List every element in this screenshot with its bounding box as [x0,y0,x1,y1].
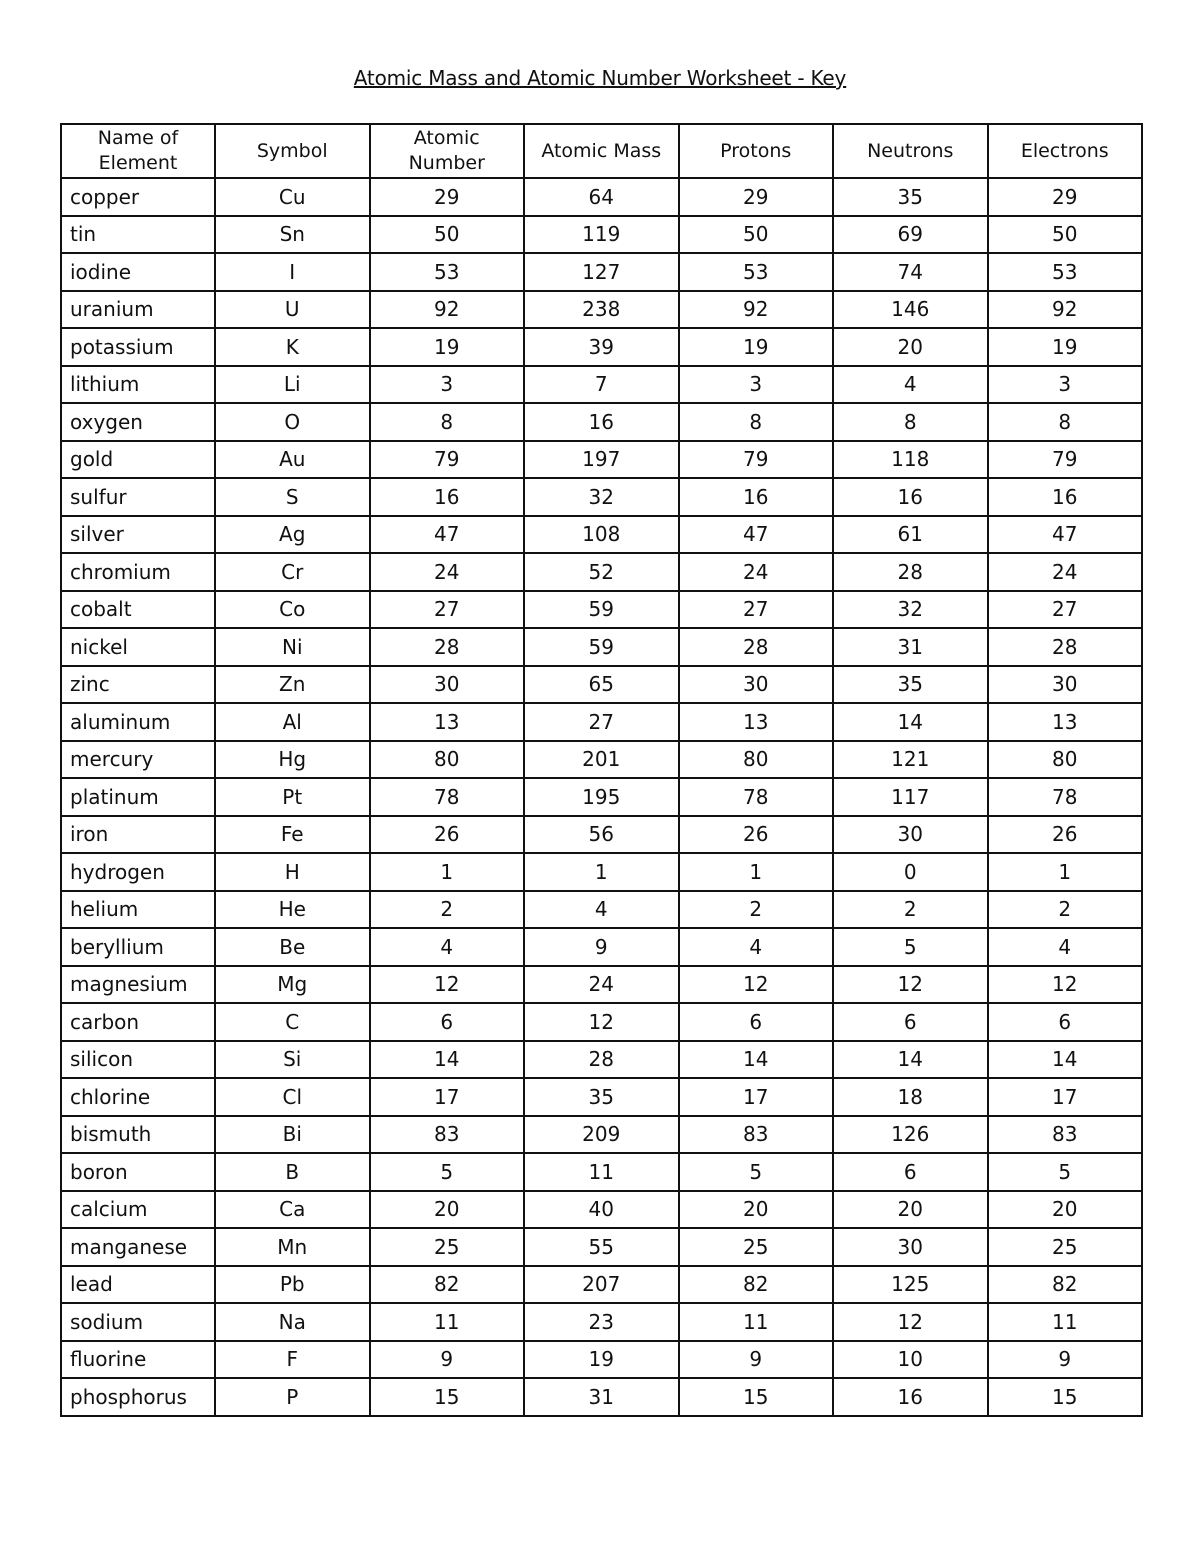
neutrons-cell: 69 [833,216,988,254]
symbol-cell: Sn [215,216,370,254]
table-row [61,178,1142,216]
atomic-mass-cell: 39 [524,328,679,366]
atomic-number-cell: 83 [370,1116,525,1154]
element-name-cell: lithium [61,366,215,404]
atomic-mass-cell: 9 [524,928,679,966]
atomic-mass-cell: 52 [524,553,679,591]
table-row [61,1341,1142,1379]
electrons-cell: 53 [988,253,1143,291]
symbol-cell: Ca [215,1191,370,1229]
protons-cell: 6 [679,1003,834,1041]
neutrons-cell: 146 [833,291,988,329]
element-table [60,123,1143,1417]
protons-cell: 1 [679,853,834,891]
neutrons-cell: 35 [833,666,988,704]
atomic-mass-cell: 207 [524,1266,679,1304]
element-name-cell: magnesium [61,966,215,1004]
protons-cell: 11 [679,1303,834,1341]
atomic-mass-cell: 197 [524,441,679,479]
table-row [61,703,1142,741]
neutrons-cell: 30 [833,816,988,854]
neutrons-cell: 12 [833,1303,988,1341]
table-row [61,1078,1142,1116]
atomic-mass-cell: 31 [524,1378,679,1416]
symbol-cell: I [215,253,370,291]
neutrons-cell: 10 [833,1341,988,1379]
atomic-mass-cell: 56 [524,816,679,854]
protons-cell: 53 [679,253,834,291]
element-name-cell: chromium [61,553,215,591]
protons-cell: 8 [679,403,834,441]
atomic-number-cell: 30 [370,666,525,704]
element-name-cell: helium [61,891,215,929]
element-name-cell: phosphorus [61,1378,215,1416]
atomic-number-cell: 78 [370,778,525,816]
atomic-number-cell: 47 [370,516,525,554]
protons-cell: 5 [679,1153,834,1191]
neutrons-cell: 0 [833,853,988,891]
protons-cell: 13 [679,703,834,741]
element-name-cell: boron [61,1153,215,1191]
atomic-mass-cell: 35 [524,1078,679,1116]
table-row [61,1191,1142,1229]
atomic-mass-cell: 55 [524,1228,679,1266]
header-electrons: Electrons [988,124,1143,178]
atomic-mass-cell: 40 [524,1191,679,1229]
electrons-cell: 19 [988,328,1143,366]
element-name-cell: cobalt [61,591,215,629]
symbol-cell: Pt [215,778,370,816]
symbol-cell: Fe [215,816,370,854]
atomic-number-cell: 25 [370,1228,525,1266]
symbol-cell: Zn [215,666,370,704]
atomic-number-cell: 9 [370,1341,525,1379]
electrons-cell: 24 [988,553,1143,591]
neutrons-cell: 74 [833,253,988,291]
symbol-cell: Li [215,366,370,404]
header-name-of-element: Name of Element [61,124,215,178]
atomic-mass-cell: 1 [524,853,679,891]
atomic-number-cell: 82 [370,1266,525,1304]
table-row [61,291,1142,329]
electrons-cell: 20 [988,1191,1143,1229]
table-row [61,328,1142,366]
symbol-cell: Cr [215,553,370,591]
atomic-mass-cell: 12 [524,1003,679,1041]
element-name-cell: nickel [61,628,215,666]
electrons-cell: 16 [988,478,1143,516]
atomic-mass-cell: 4 [524,891,679,929]
symbol-cell: P [215,1378,370,1416]
atomic-mass-cell: 119 [524,216,679,254]
protons-cell: 92 [679,291,834,329]
table-row [61,1228,1142,1266]
electrons-cell: 47 [988,516,1143,554]
atomic-number-cell: 20 [370,1191,525,1229]
neutrons-cell: 31 [833,628,988,666]
electrons-cell: 26 [988,816,1143,854]
header-atomic-mass: Atomic Mass [524,124,679,178]
protons-cell: 79 [679,441,834,479]
element-name-cell: beryllium [61,928,215,966]
symbol-cell: Hg [215,741,370,779]
table-row [61,591,1142,629]
table-row [61,966,1142,1004]
atomic-number-cell: 5 [370,1153,525,1191]
electrons-cell: 28 [988,628,1143,666]
neutrons-cell: 2 [833,891,988,929]
protons-cell: 47 [679,516,834,554]
symbol-cell: O [215,403,370,441]
neutrons-cell: 20 [833,328,988,366]
electrons-cell: 13 [988,703,1143,741]
atomic-mass-cell: 32 [524,478,679,516]
element-name-cell: oxygen [61,403,215,441]
element-name-cell: iodine [61,253,215,291]
protons-cell: 82 [679,1266,834,1304]
element-name-cell: bismuth [61,1116,215,1154]
atomic-mass-cell: 19 [524,1341,679,1379]
protons-cell: 78 [679,778,834,816]
protons-cell: 28 [679,628,834,666]
table-row [61,1378,1142,1416]
electrons-cell: 80 [988,741,1143,779]
neutrons-cell: 12 [833,966,988,1004]
neutrons-cell: 121 [833,741,988,779]
atomic-number-cell: 13 [370,703,525,741]
atomic-number-cell: 16 [370,478,525,516]
element-name-cell: lead [61,1266,215,1304]
protons-cell: 16 [679,478,834,516]
electrons-cell: 92 [988,291,1143,329]
element-name-cell: hydrogen [61,853,215,891]
protons-cell: 2 [679,891,834,929]
protons-cell: 30 [679,666,834,704]
atomic-mass-cell: 24 [524,966,679,1004]
neutrons-cell: 18 [833,1078,988,1116]
atomic-number-cell: 24 [370,553,525,591]
neutrons-cell: 126 [833,1116,988,1154]
atomic-mass-cell: 59 [524,591,679,629]
element-name-cell: copper [61,178,215,216]
atomic-number-cell: 2 [370,891,525,929]
neutrons-cell: 8 [833,403,988,441]
electrons-cell: 50 [988,216,1143,254]
symbol-cell: Si [215,1041,370,1079]
table-row [61,253,1142,291]
atomic-mass-cell: 65 [524,666,679,704]
atomic-mass-cell: 238 [524,291,679,329]
neutrons-cell: 30 [833,1228,988,1266]
neutrons-cell: 16 [833,1378,988,1416]
electrons-cell: 82 [988,1266,1143,1304]
electrons-cell: 8 [988,403,1143,441]
protons-cell: 19 [679,328,834,366]
neutrons-cell: 5 [833,928,988,966]
atomic-mass-cell: 59 [524,628,679,666]
table-row [61,366,1142,404]
table-row [61,478,1142,516]
electrons-cell: 12 [988,966,1143,1004]
electrons-cell: 17 [988,1078,1143,1116]
table-row [61,741,1142,779]
neutrons-cell: 4 [833,366,988,404]
atomic-number-cell: 12 [370,966,525,1004]
element-name-cell: manganese [61,1228,215,1266]
protons-cell: 17 [679,1078,834,1116]
element-name-cell: sodium [61,1303,215,1341]
atomic-number-cell: 26 [370,816,525,854]
symbol-cell: Co [215,591,370,629]
atomic-number-cell: 27 [370,591,525,629]
symbol-cell: Mn [215,1228,370,1266]
atomic-number-cell: 4 [370,928,525,966]
element-name-cell: calcium [61,1191,215,1229]
table-row [61,778,1142,816]
atomic-mass-cell: 64 [524,178,679,216]
electrons-cell: 3 [988,366,1143,404]
symbol-cell: U [215,291,370,329]
neutrons-cell: 117 [833,778,988,816]
atomic-number-cell: 50 [370,216,525,254]
neutrons-cell: 6 [833,1003,988,1041]
atomic-number-cell: 1 [370,853,525,891]
electrons-cell: 14 [988,1041,1143,1079]
atomic-number-cell: 92 [370,291,525,329]
element-name-cell: fluorine [61,1341,215,1379]
table-row [61,666,1142,704]
element-name-cell: sulfur [61,478,215,516]
table-row [61,1003,1142,1041]
protons-cell: 12 [679,966,834,1004]
protons-cell: 9 [679,1341,834,1379]
table-body [61,178,1142,1416]
element-name-cell: gold [61,441,215,479]
protons-cell: 29 [679,178,834,216]
table-row [61,516,1142,554]
electrons-cell: 83 [988,1116,1143,1154]
atomic-number-cell: 80 [370,741,525,779]
table-row [61,403,1142,441]
protons-cell: 83 [679,1116,834,1154]
table-row [61,891,1142,929]
neutrons-cell: 118 [833,441,988,479]
atomic-mass-cell: 28 [524,1041,679,1079]
atomic-mass-cell: 195 [524,778,679,816]
electrons-cell: 15 [988,1378,1143,1416]
protons-cell: 4 [679,928,834,966]
protons-cell: 50 [679,216,834,254]
symbol-cell: Ag [215,516,370,554]
protons-cell: 15 [679,1378,834,1416]
electrons-cell: 25 [988,1228,1143,1266]
symbol-cell: Cl [215,1078,370,1116]
element-name-cell: potassium [61,328,215,366]
element-name-cell: silver [61,516,215,554]
atomic-number-cell: 53 [370,253,525,291]
table-row [61,216,1142,254]
protons-cell: 80 [679,741,834,779]
element-name-cell: platinum [61,778,215,816]
table-row [61,853,1142,891]
atomic-mass-cell: 27 [524,703,679,741]
atomic-number-cell: 3 [370,366,525,404]
table-row [61,628,1142,666]
atomic-number-cell: 79 [370,441,525,479]
protons-cell: 27 [679,591,834,629]
element-name-cell: mercury [61,741,215,779]
atomic-mass-cell: 209 [524,1116,679,1154]
electrons-cell: 29 [988,178,1143,216]
neutrons-cell: 14 [833,1041,988,1079]
atomic-number-cell: 29 [370,178,525,216]
element-name-cell: iron [61,816,215,854]
element-name-cell: carbon [61,1003,215,1041]
atomic-number-cell: 19 [370,328,525,366]
symbol-cell: F [215,1341,370,1379]
electrons-cell: 30 [988,666,1143,704]
neutrons-cell: 14 [833,703,988,741]
protons-cell: 25 [679,1228,834,1266]
symbol-cell: Au [215,441,370,479]
protons-cell: 14 [679,1041,834,1079]
header-protons: Protons [679,124,834,178]
protons-cell: 3 [679,366,834,404]
neutrons-cell: 35 [833,178,988,216]
element-name-cell: zinc [61,666,215,704]
atomic-mass-cell: 127 [524,253,679,291]
symbol-cell: Na [215,1303,370,1341]
table-row [61,1303,1142,1341]
table-row [61,1153,1142,1191]
atomic-mass-cell: 108 [524,516,679,554]
atomic-mass-cell: 7 [524,366,679,404]
electrons-cell: 11 [988,1303,1143,1341]
table-row [61,1116,1142,1154]
header-symbol: Symbol [215,124,370,178]
symbol-cell: H [215,853,370,891]
neutrons-cell: 6 [833,1153,988,1191]
symbol-cell: He [215,891,370,929]
symbol-cell: Bi [215,1116,370,1154]
atomic-number-cell: 8 [370,403,525,441]
atomic-number-cell: 14 [370,1041,525,1079]
table-row [61,553,1142,591]
table-row [61,816,1142,854]
header-neutrons: Neutrons [833,124,988,178]
table-row [61,1041,1142,1079]
protons-cell: 24 [679,553,834,591]
symbol-cell: C [215,1003,370,1041]
neutrons-cell: 32 [833,591,988,629]
symbol-cell: Cu [215,178,370,216]
electrons-cell: 9 [988,1341,1143,1379]
symbol-cell: Ni [215,628,370,666]
symbol-cell: Be [215,928,370,966]
atomic-number-cell: 17 [370,1078,525,1116]
electrons-cell: 6 [988,1003,1143,1041]
symbol-cell: K [215,328,370,366]
electrons-cell: 5 [988,1153,1143,1191]
neutrons-cell: 28 [833,553,988,591]
element-name-cell: chlorine [61,1078,215,1116]
table-row [61,441,1142,479]
element-name-cell: aluminum [61,703,215,741]
atomic-number-cell: 15 [370,1378,525,1416]
electrons-cell: 79 [988,441,1143,479]
neutrons-cell: 125 [833,1266,988,1304]
header-row [61,124,1142,178]
atomic-mass-cell: 11 [524,1153,679,1191]
atomic-mass-cell: 201 [524,741,679,779]
neutrons-cell: 16 [833,478,988,516]
worksheet-title: Atomic Mass and Atomic Number Worksheet - Key [353,66,847,90]
table-row [61,1266,1142,1304]
header-atomic-number: Atomic Number [370,124,525,178]
atomic-number-cell: 6 [370,1003,525,1041]
electrons-cell: 4 [988,928,1143,966]
protons-cell: 20 [679,1191,834,1229]
element-name-cell: silicon [61,1041,215,1079]
electrons-cell: 1 [988,853,1143,891]
atomic-number-cell: 11 [370,1303,525,1341]
atomic-number-cell: 28 [370,628,525,666]
electrons-cell: 27 [988,591,1143,629]
electrons-cell: 78 [988,778,1143,816]
neutrons-cell: 61 [833,516,988,554]
electrons-cell: 2 [988,891,1143,929]
table-row [61,928,1142,966]
symbol-cell: Al [215,703,370,741]
atomic-mass-cell: 23 [524,1303,679,1341]
element-name-cell: tin [61,216,215,254]
protons-cell: 26 [679,816,834,854]
symbol-cell: B [215,1153,370,1191]
neutrons-cell: 20 [833,1191,988,1229]
element-name-cell: uranium [61,291,215,329]
atomic-mass-cell: 16 [524,403,679,441]
symbol-cell: S [215,478,370,516]
symbol-cell: Pb [215,1266,370,1304]
symbol-cell: Mg [215,966,370,1004]
